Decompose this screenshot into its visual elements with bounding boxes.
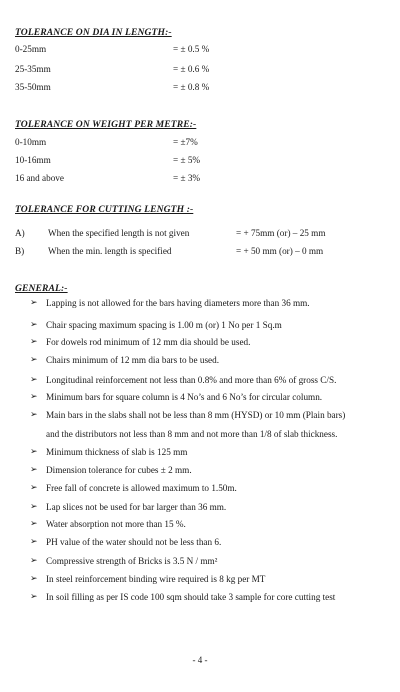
cutting-row-value: = + 75mm (or) – 25 mm (236, 228, 326, 238)
arrow-bullet-icon: ➢ (30, 337, 38, 347)
arrow-bullet-icon: ➢ (30, 298, 38, 308)
arrow-bullet-icon: ➢ (30, 375, 38, 385)
weight-row-label: 0-10mm (15, 137, 47, 147)
dia-row-label: 35-50mm (15, 82, 51, 92)
cutting-row-desc: When the min. length is specified (48, 246, 172, 256)
dia-row-label: 25-35mm (15, 64, 51, 74)
weight-row-label: 16 and above (15, 173, 64, 183)
dia-tolerance-heading: TOLERANCE ON DIA IN LENGTH:- (15, 27, 172, 38)
arrow-bullet-icon: ➢ (30, 320, 38, 330)
arrow-bullet-icon: ➢ (30, 483, 38, 493)
cutting-row-key: A) (15, 228, 25, 238)
cutting-row (15, 246, 395, 258)
cutting-row (15, 228, 395, 240)
arrow-bullet-icon: ➢ (30, 556, 38, 566)
page-number: - 4 - (192, 655, 208, 665)
dia-row-value: = ± 0.6 % (173, 64, 210, 74)
arrow-bullet-icon: ➢ (30, 392, 38, 402)
arrow-bullet-icon: ➢ (30, 355, 38, 365)
weight-row (15, 137, 395, 149)
arrow-bullet-icon: ➢ (30, 519, 38, 529)
cutting-row-key: B) (15, 246, 25, 256)
dia-row-label: 0-25mm (15, 44, 47, 54)
arrow-bullet-icon: ➢ (30, 574, 38, 584)
dia-row (15, 64, 395, 76)
arrow-bullet-icon: ➢ (30, 410, 38, 420)
arrow-bullet-icon: ➢ (30, 447, 38, 457)
weight-row (15, 173, 395, 185)
weight-tolerance-heading: TOLERANCE ON WEIGHT PER METRE:- (15, 119, 197, 130)
arrow-bullet-icon: ➢ (30, 502, 38, 512)
cutting-row-desc: When the specified length is not given (48, 228, 190, 238)
weight-row-value: = ± 5% (173, 155, 201, 165)
dia-row-value: = ± 0.5 % (173, 44, 210, 54)
weight-row-label: 10-16mm (15, 155, 51, 165)
general-heading: GENERAL:- (15, 283, 68, 294)
weight-row-value: = ± 3% (173, 173, 201, 183)
arrow-bullet-icon: ➢ (30, 537, 38, 547)
weight-row (15, 155, 395, 167)
cutting-tolerance-heading: TOLERANCE FOR CUTTING LENGTH :- (15, 204, 194, 215)
dia-row (15, 44, 395, 56)
dia-row-value: = ± 0.8 % (173, 82, 210, 92)
weight-row-value: = ±7% (173, 137, 198, 147)
general-item-continuation: and the distributors not less than 8 mm and not more than 1/8 of slab thickness. (46, 429, 338, 439)
dia-row (15, 82, 395, 94)
document-page: TOLERANCE ON DIA IN LENGTH:- 0-25mm = ± 0.5 % 25-35mm = ± 0.6 % 35-50mm = ± 0.8 % TOLERANCE ON WEIGHT PER METRE:- 0-10mm = ±7% 10-16mm = ± 5% 16 and above = ± 3% TOLERANCE FOR CUTTING LENGTH :- A) When the specified length is not given = + 75mm (or) – 25 mm B) When the min. length is specified = + 50 mm (or) – 0 mm GENERAL:- ➢ Lapping is not allowed for the bars having diameters more than 36 mm. ➢ Chair spacing maximum spacing is 1.00 m (or) 1 No per 1 Sq.m ➢ For dowels rod minimum of 12 mm dia should be used. ➢ Chairs minimum of 12 mm dia bars to be used. ➢ Longitudinal reinforcement not less than 0.8% and more than 6% of gross C/S. ➢ Minimum bars for square column is 4 No’s and 6 No’s for circular column. ➢ Main bars in the slabs shall not be less than 8 mm (HYSD) or 10 mm (Plain bars) and the distributors not less than 8 mm and not more than 1/8 of slab thickness. ➢ Minimum thickness of slab is 125 mm ➢ Dimension tolerance for cubes ± 2 mm. ➢ Free fall of concrete is allowed maximum to 1.50m. ➢ Lap slices not be used for bar larger than 36 mm. ➢ Water absorption not more than 15 %. ➢ PH value of the water should not be less than 6. ➢ Compressive strength of Bricks is 3.5 N / mm² ➢ In steel reinforcement binding wire required is 8 kg per MT ➢ In soil filling as per IS code 100 sqm should take 3 sample for core cutting test - 4 - (0, 0, 400, 692)
arrow-bullet-icon: ➢ (30, 592, 38, 602)
cutting-row-value: = + 50 mm (or) – 0 mm (236, 246, 324, 256)
arrow-bullet-icon: ➢ (30, 465, 38, 475)
